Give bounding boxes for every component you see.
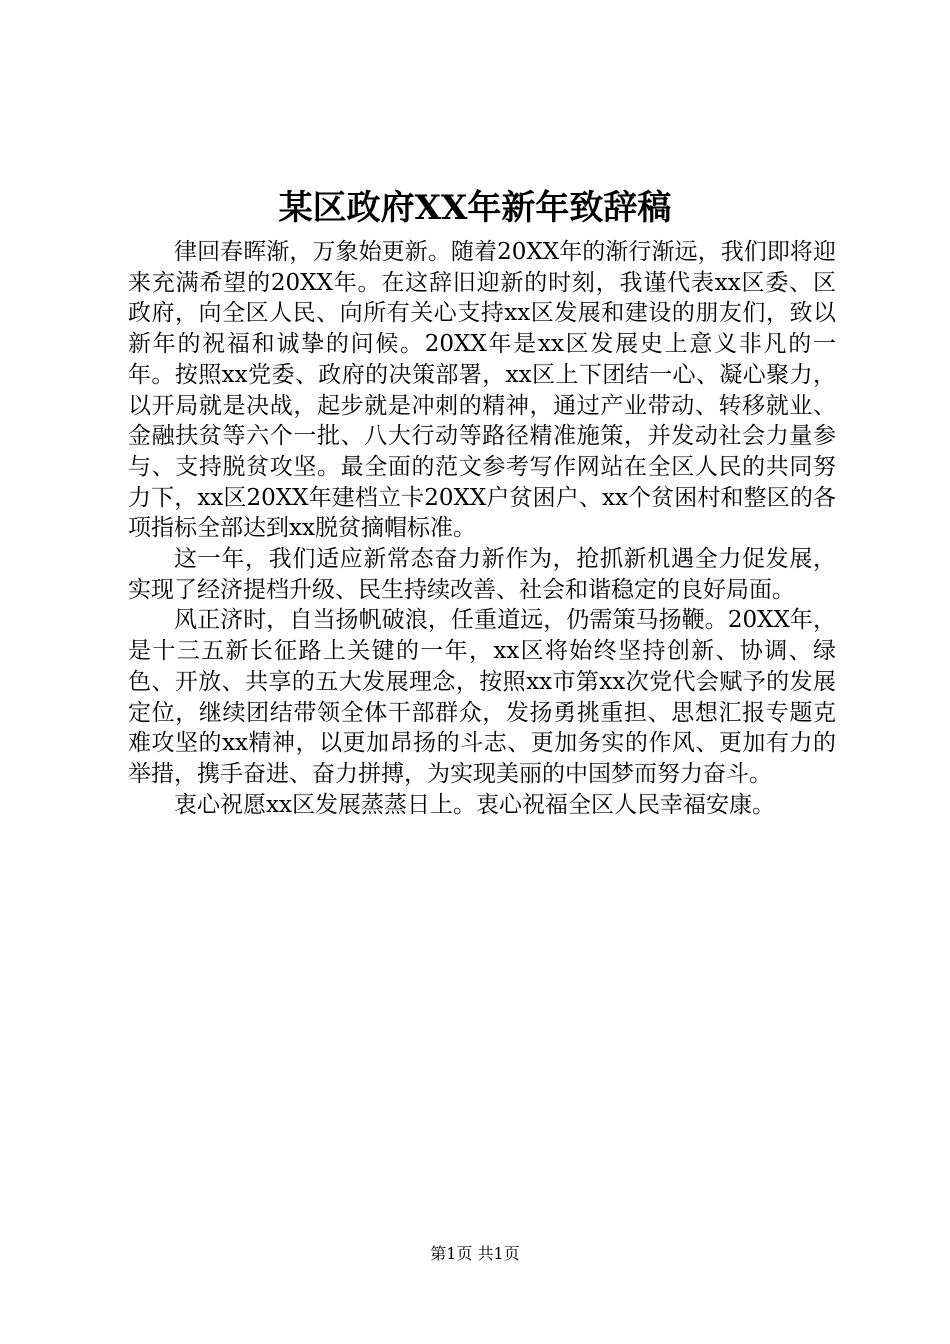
document-title: 某区政府XX年新年致辞稿 bbox=[278, 188, 672, 228]
paragraph-3: 风正济时，自当扬帆破浪，任重道远，仍需策马扬鞭。20XX年，是十三五新长征路上关键的一年，xx区将始终坚持创新、协调、绿色、开放、共享的五大发展理念，按照xx市第xx次党代会赋予的发展定位，继续团结带领全体干部群众，发扬勇挑重担、思想汇报专题克难攻坚的xx精神，以更加昂扬的斗志、更加务实的作风、更加有力的举措，携手奋进、奋力拼搏，为实现美丽的中国梦而努力奋斗。 bbox=[128, 607, 836, 787]
paragraph-4: 衷心祝愿xx区发展蒸蒸日上。衷心祝福全区人民幸福安康。 bbox=[174, 791, 775, 818]
paragraph-2: 这一年，我们适应新常态奋力新作为，抢抓新机遇全力促发展，实现了经济提档升级、民生持续改善、社会和谐稳定的良好局面。 bbox=[128, 546, 836, 603]
document-body bbox=[128, 237, 836, 820]
paragraph-1: 律回春晖渐，万象始更新。随着20XX年的渐行渐远，我们即将迎来充满希望的20XX年。在这辞旧迎新的时刻，我谨代表xx区委、区政府，向全区人民、向所有关心支持xx区发展和建设的朋友们，致以新年的祝福和诚挚的问候。20XX年是xx区发展史上意义非凡的一年。按照xx党委、政府的决策部署，xx区上下团结一心、凝心聚力，以开局就是决战，起步就是冲刺的精神，通过产业带动、转移就业、金融扶贫等六个一批、八大行动等路径精准施策，并发动社会力量参与、支持脱贫攻坚。最全面的范文参考写作网站在全区人民的共同努力下，xx区20XX年建档立卡20XX户贫困户、xx个贫困村和整区的各项指标全部达到xx脱贫摘帽标准。 bbox=[128, 239, 836, 542]
page-number-footer: 第1页 共1页 bbox=[430, 1244, 520, 1263]
